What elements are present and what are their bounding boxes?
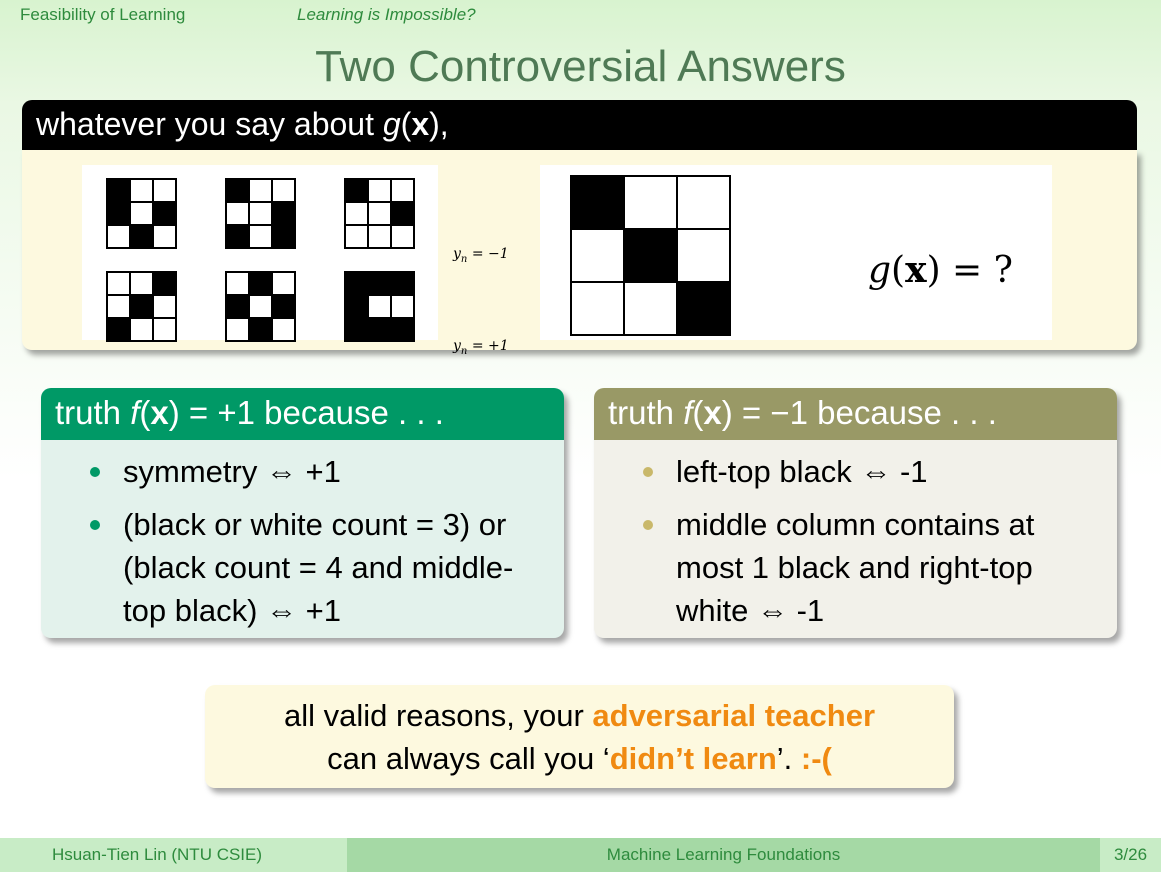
grid-cell	[130, 272, 153, 295]
grid-cell	[153, 202, 176, 225]
grid-cell	[391, 272, 414, 295]
query-grid	[570, 175, 731, 336]
header-bar	[0, 0, 1161, 28]
grid-cell	[107, 225, 130, 248]
grid-cell	[226, 272, 249, 295]
list-item: left-top black ⇔ -1	[676, 450, 1107, 493]
grid-cell	[345, 295, 368, 318]
conclusion-box	[205, 685, 954, 788]
footer-bar	[0, 838, 1161, 872]
example-grid-pos-2	[225, 271, 296, 342]
truth-minus-header: truth f(x) = −1 because . . .	[594, 388, 1117, 440]
example-grid-neg-1	[106, 178, 177, 249]
conclusion-line-2: can always call you ‘didn’t learn’. :-(	[327, 741, 832, 776]
bullet-icon	[643, 520, 653, 530]
grid-cell	[345, 318, 368, 341]
bullet-icon	[90, 520, 100, 530]
grid-cell	[624, 282, 677, 335]
footer-author: Hsuan-Tien Lin (NTU CSIE)	[0, 838, 347, 872]
grid-cell	[107, 179, 130, 202]
bullet-icon	[643, 467, 653, 477]
grid-cell	[624, 176, 677, 229]
grid-cell	[624, 229, 677, 282]
grid-cell	[107, 295, 130, 318]
grid-cell	[107, 272, 130, 295]
grid-cell	[272, 179, 295, 202]
list-item: (black or white count = 3) or (black count = 4 and middle-top black) ⇔ +1	[123, 503, 554, 632]
example-grid-pos-1	[106, 271, 177, 342]
grid-cell	[571, 282, 624, 335]
setup-block-body	[22, 150, 1137, 357]
truth-plus-header: truth f(x) = +1 because . . .	[41, 388, 564, 440]
label-positive: $y_n = +1$	[453, 338, 509, 357]
setup-block	[22, 100, 1137, 357]
grid-cell	[272, 318, 295, 341]
grid-cell	[272, 202, 295, 225]
grid-cell	[345, 272, 368, 295]
grid-cell	[226, 318, 249, 341]
list-item: symmetry ⇔ +1	[123, 450, 554, 493]
bullet-icon	[90, 467, 100, 477]
grid-cell	[391, 202, 414, 225]
footer-page-number: 3/26	[1100, 838, 1161, 872]
grid-cell	[391, 295, 414, 318]
grid-cell	[249, 202, 272, 225]
list-item: middle column contains at most 1 black and right-top white ⇔ -1	[676, 503, 1107, 632]
grid-cell	[249, 295, 272, 318]
grid-cell	[153, 318, 176, 341]
grid-cell	[571, 229, 624, 282]
grid-cell	[368, 318, 391, 341]
grid-cell	[153, 225, 176, 248]
grid-cell	[391, 179, 414, 202]
truth-minus-list	[594, 440, 1117, 632]
example-grid-pos-3	[344, 271, 415, 342]
grid-cell	[130, 179, 153, 202]
grid-cell	[391, 225, 414, 248]
var-x: x	[411, 106, 430, 142]
grid-cell	[107, 202, 130, 225]
truth-plus-list	[41, 440, 564, 632]
truth-plus-box	[41, 388, 564, 638]
grid-cell	[368, 179, 391, 202]
truth-minus-box	[594, 388, 1117, 638]
grid-cell	[571, 176, 624, 229]
label-negative: $y_n = -1$	[453, 246, 509, 265]
query-panel	[540, 165, 1052, 340]
grid-cell	[226, 295, 249, 318]
conclusion-line-1: all valid reasons, your adversarial teacher	[283, 698, 876, 733]
grid-cell	[677, 229, 730, 282]
footer-course: Machine Learning Foundations	[347, 838, 1100, 872]
subsection-title: Learning is Impossible?	[297, 5, 476, 24]
grid-cell	[345, 202, 368, 225]
grid-cell	[272, 272, 295, 295]
grid-cell	[249, 272, 272, 295]
grid-cell	[130, 225, 153, 248]
slide-title: Two Controversial Answers	[315, 42, 846, 91]
grid-cell	[677, 176, 730, 229]
query-label: g(x) = ?	[868, 249, 1013, 291]
grid-cell	[368, 272, 391, 295]
grid-cell	[249, 318, 272, 341]
grid-cell	[272, 295, 295, 318]
grid-cell	[226, 202, 249, 225]
grid-cell	[130, 202, 153, 225]
grid-cell	[345, 179, 368, 202]
grid-cell	[368, 202, 391, 225]
grid-cell	[153, 272, 176, 295]
grid-cell	[368, 225, 391, 248]
example-grid-neg-2	[225, 178, 296, 249]
examples-panel	[82, 165, 438, 340]
section-title: Feasibility of Learning	[20, 5, 186, 24]
grid-cell	[226, 225, 249, 248]
grid-cell	[249, 179, 272, 202]
grid-cell	[345, 225, 368, 248]
grid-cell	[391, 318, 414, 341]
grid-cell	[368, 295, 391, 318]
grid-cell	[226, 179, 249, 202]
grid-cell	[249, 225, 272, 248]
grid-cell	[130, 318, 153, 341]
example-grid-neg-3	[344, 178, 415, 249]
grid-cell	[107, 318, 130, 341]
grid-cell	[677, 282, 730, 335]
grid-cell	[153, 179, 176, 202]
func-g: g	[382, 106, 401, 142]
grid-cell	[272, 225, 295, 248]
grid-cell	[130, 295, 153, 318]
grid-cell	[153, 295, 176, 318]
setup-block-header: whatever you say about g(x),	[22, 100, 1137, 150]
